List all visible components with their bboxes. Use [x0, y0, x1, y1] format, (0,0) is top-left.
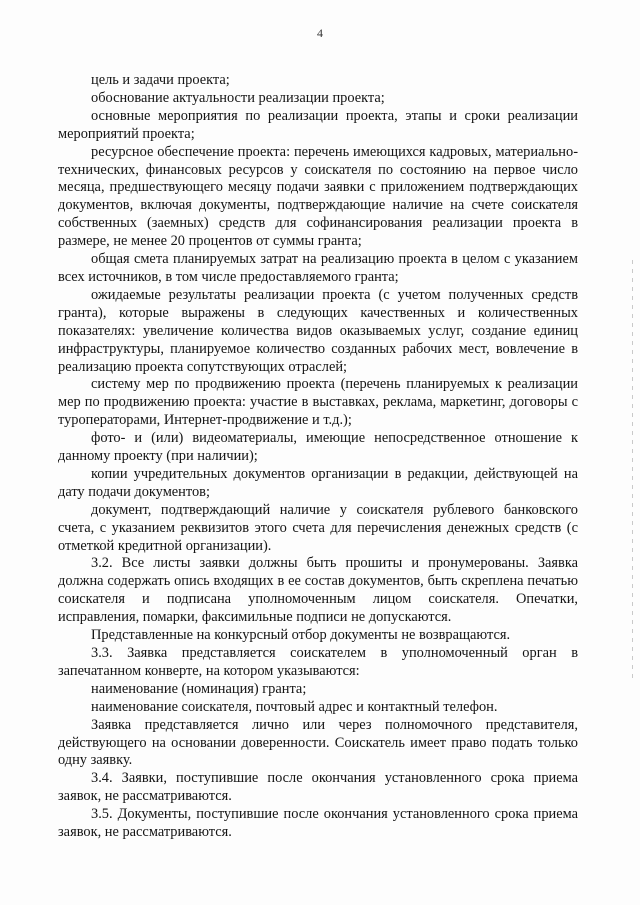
- paragraph-3-4: 3.4. Заявки, поступившие после окончания установленного срока приема заявок, не рассматриваются.: [58, 770, 578, 805]
- document-body: [58, 72, 578, 842]
- paragraph-main-activities: основные мероприятия по реализации проекта, этапы и сроки реализации мероприятий проекта;: [58, 107, 578, 142]
- scan-edge-line: [632, 260, 633, 680]
- paragraph-resources: ресурсное обеспечение проекта: перечень имеющихся кадровых, материально-технических, финансовых ресурсов у соискателя по состоянию на первое число месяца, предшествующего месяцу подачи заявки с приложением подтверждающих документов, включая документы, подтверждающие наличие на счете соискателя собственных (заемных) средств для софинансирования реализации проекта в размере, не менее 20 процентов от суммы гранта;: [58, 143, 578, 250]
- page-number: 4: [317, 26, 323, 40]
- paragraph-bank-account: документ, подтверждающий наличие у соискателя рублевого банковского счета, с указанием реквизитов этого счета для перечисления денежных средств (с отметкой кредитной организации).: [58, 501, 578, 554]
- paragraph-3-2: 3.2. Все листы заявки должны быть прошиты и пронумерованы. Заявка должна содержать опись входящих в ее состав документов, быть скреплена печатью соискателя и подписана уполномоченным лицом соискателя. Опечатки, исправления, помарки, факсимильные подписи не допускаются.: [58, 555, 578, 626]
- paragraph-expected-results: ожидаемые результаты реализации проекта (с учетом полученных средств гранта), которые выражены в следующих качественных и количественных показателях: увеличение количества видов оказываемых услуг, создание единиц инфраструктуры, планируемое количество созданных рабочих мест, вовлечение в реализацию проекта сопутствующих отраслей;: [58, 286, 578, 375]
- paragraph-not-returned: Представленные на конкурсный отбор документы не возвращаются.: [91, 627, 511, 644]
- paragraph-promotion: систему мер по продвижению проекта (перечень планируемых к реализации мер по продвижению проекта: участие в выставках, реклама, маркетинг, договоры с туроператорами, Интернет-продвижение и т.д.);: [58, 376, 578, 429]
- paragraph-3-3: 3.3. Заявка представляется соискателем в уполномоченный орган в запечатанном конверте, на котором указываются:: [58, 645, 578, 679]
- paragraph-media: фото- и (или) видеоматериалы, имеющие непосредственное отношение к данному проекту (при наличии);: [58, 430, 578, 465]
- paragraph-charter-copies: копии учредительных документов организации в редакции, действующей на дату подачи документов;: [58, 465, 578, 500]
- paragraph-3-5: 3.5. Документы, поступившие после окончания установленного срока приема заявок, не рассматриваются.: [58, 806, 578, 841]
- paragraph-budget: общая смета планируемых затрат на реализацию проекта в целом с указанием всех источников, в том числе предоставляемого гранта;: [58, 251, 578, 285]
- paragraph-relevance: обоснование актуальности реализации проекта;: [91, 89, 385, 106]
- paragraph-goal: цель и задачи проекта;: [91, 72, 230, 88]
- paragraph-applicant-name: наименование соискателя, почтовый адрес и контактный телефон.: [91, 698, 498, 715]
- paragraph-submission: Заявка представляется лично или через полномочного представителя, действующего на основании доверенности. Соискатель имеет право подать только одну заявку.: [58, 716, 578, 769]
- paragraph-grant-name: наименование (номинация) гранта;: [91, 680, 307, 697]
